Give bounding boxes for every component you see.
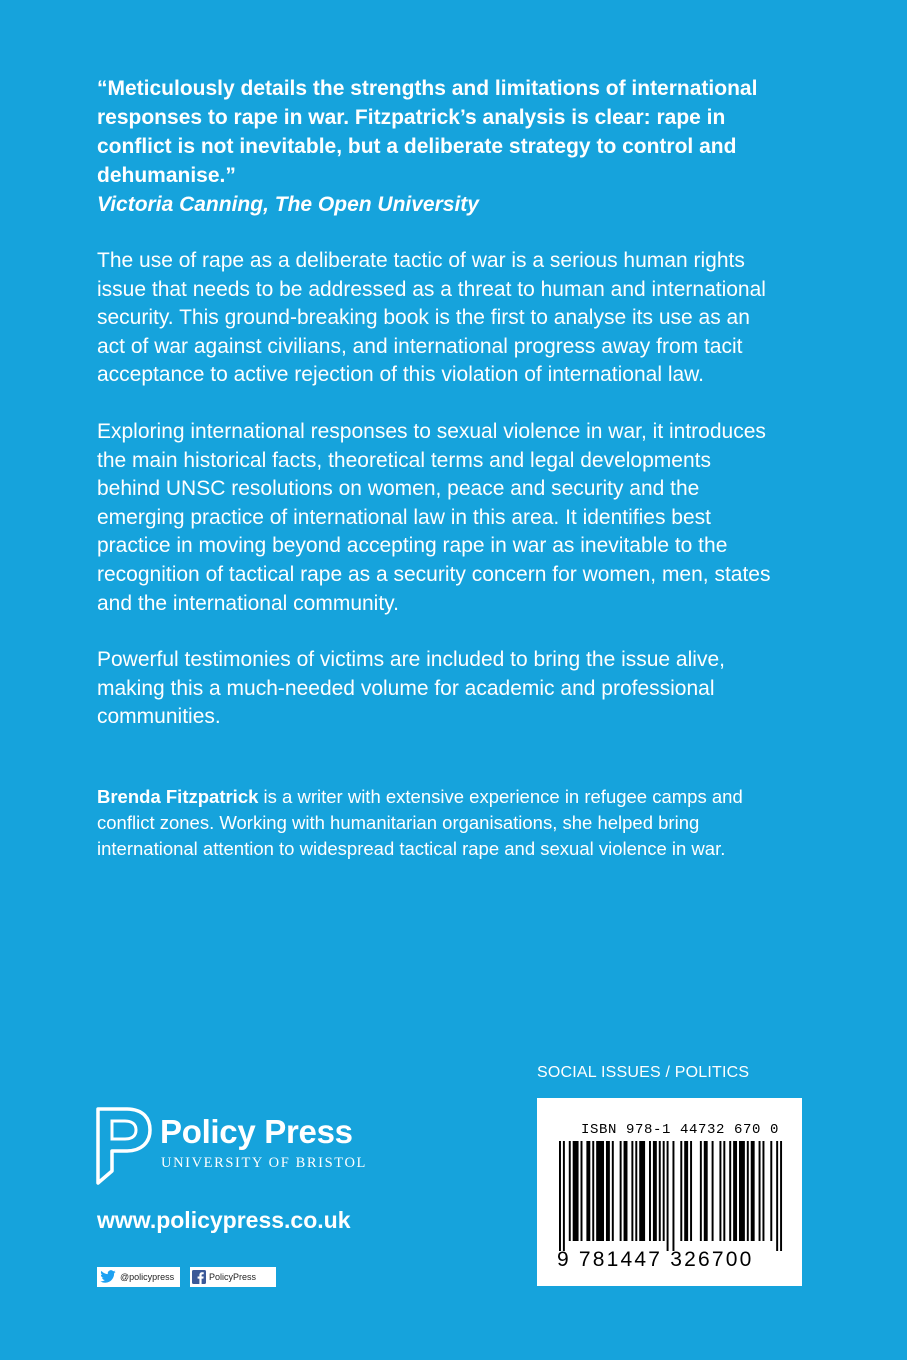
barcode-bar: [612, 1141, 614, 1241]
twitter-handle: @policypress: [120, 1272, 175, 1282]
barcode-bar: [569, 1141, 571, 1241]
barcode-bar: [667, 1141, 669, 1251]
author-bio-text: is a writer with extensive experience in refugee camps and conflict zones. Working with humanitarian organisations, she helped bring international attention to widespread tactical rape and sexual violence in war.: [97, 785, 743, 859]
facebook-icon: [192, 1270, 206, 1284]
barcode-bar: [780, 1141, 782, 1251]
publisher-logo: [96, 1107, 367, 1190]
barcode-bar: [704, 1141, 708, 1241]
publisher-name: Policy Press: [160, 1113, 353, 1150]
isbn-digits: 9 781447 326700: [557, 1248, 754, 1271]
barcode-bar: [573, 1141, 579, 1241]
description-paragraph-2: Exploring international responses to sexual violence in war, it introduces the main historical facts, theoretical terms and legal developments behind UNSC resolutions on women, peace and security and the emerging practice of international law in this area. It identifies best practice in moving beyond accepting rape in war as inevitable to the recognition of tactical rape as a security concern for women, men, states and the international community.: [97, 419, 771, 615]
barcode-bar: [747, 1141, 749, 1241]
publisher-website[interactable]: www.policypress.co.uk: [97, 1207, 351, 1233]
back-cover-text: [97, 74, 777, 862]
description-paragraph-3: Powerful testimonies of victims are included to bring the issue alive, making this a much-needed volume for academic and professional communities.: [97, 648, 725, 729]
barcode-bar: [624, 1141, 628, 1241]
barcode-bar: [672, 1141, 674, 1251]
barcode-bar: [759, 1141, 761, 1241]
barcode-bar: [690, 1141, 692, 1241]
barcode-bar: [639, 1141, 645, 1241]
author-bio: [97, 784, 777, 862]
barcode-bars: [559, 1141, 784, 1251]
twitter-icon: [99, 1270, 117, 1284]
twitter-badge[interactable]: [97, 1267, 180, 1287]
barcode-bar: [739, 1141, 745, 1241]
barcode-bar: [635, 1141, 637, 1241]
isbn-label: ISBN 978-1 44732 670 0: [581, 1122, 780, 1138]
facebook-badge[interactable]: [190, 1267, 276, 1287]
barcode-bar: [596, 1141, 604, 1241]
barcode-bar: [770, 1141, 772, 1241]
barcode-bar: [663, 1141, 665, 1241]
barcode-bar: [719, 1141, 721, 1241]
barcode-bar: [581, 1141, 583, 1241]
subject-category: SOCIAL ISSUES / POLITICS: [537, 1064, 750, 1081]
barcode-bar: [723, 1141, 725, 1241]
barcode-bar: [631, 1141, 633, 1241]
barcode-bar: [762, 1141, 764, 1241]
author-name: Brenda Fitzpatrick: [97, 785, 259, 807]
barcode-bar: [563, 1141, 565, 1251]
review-quote: “Meticulously details the strengths and limitations of international responses to rape in war. Fitzpatrick’s analysis is clear: rape in conflict is not inevitable, but a deliberate strategy to control and dehumanise.”: [97, 77, 758, 187]
barcode-bar: [700, 1141, 702, 1241]
barcode-bar: [680, 1141, 682, 1241]
barcode-bar: [729, 1141, 731, 1241]
review-attribution: Victoria Canning, The Open University: [97, 193, 479, 216]
barcode-bar: [776, 1141, 778, 1251]
policy-press-p-icon: [96, 1107, 152, 1185]
barcode-bar: [751, 1141, 755, 1241]
publisher-subtitle: UNIVERSITY OF BRISTOL: [161, 1155, 367, 1171]
barcode-bar: [733, 1141, 737, 1241]
description-paragraph-1: The use of rape as a deliberate tactic of war is a serious human rights issue that needs to be addressed as a threat to human and international security. This ground-breaking book is the first to analyse its use as an act of war against civilians, and international progress away from tacit acceptance to active rejection of this violation of international law.: [97, 249, 766, 387]
barcode-bar: [684, 1141, 688, 1241]
barcode-bar: [559, 1141, 561, 1251]
barcode-bar: [606, 1141, 610, 1241]
barcode-bar: [586, 1141, 590, 1241]
barcode-bar: [620, 1141, 622, 1241]
barcode-bar: [712, 1141, 714, 1241]
barcode-bar: [649, 1141, 651, 1241]
isbn-barcode: [537, 1098, 802, 1286]
barcode-bar: [653, 1141, 657, 1241]
barcode-bar: [592, 1141, 594, 1241]
barcode-bar: [659, 1141, 661, 1241]
facebook-handle: PolicyPress: [209, 1272, 257, 1282]
